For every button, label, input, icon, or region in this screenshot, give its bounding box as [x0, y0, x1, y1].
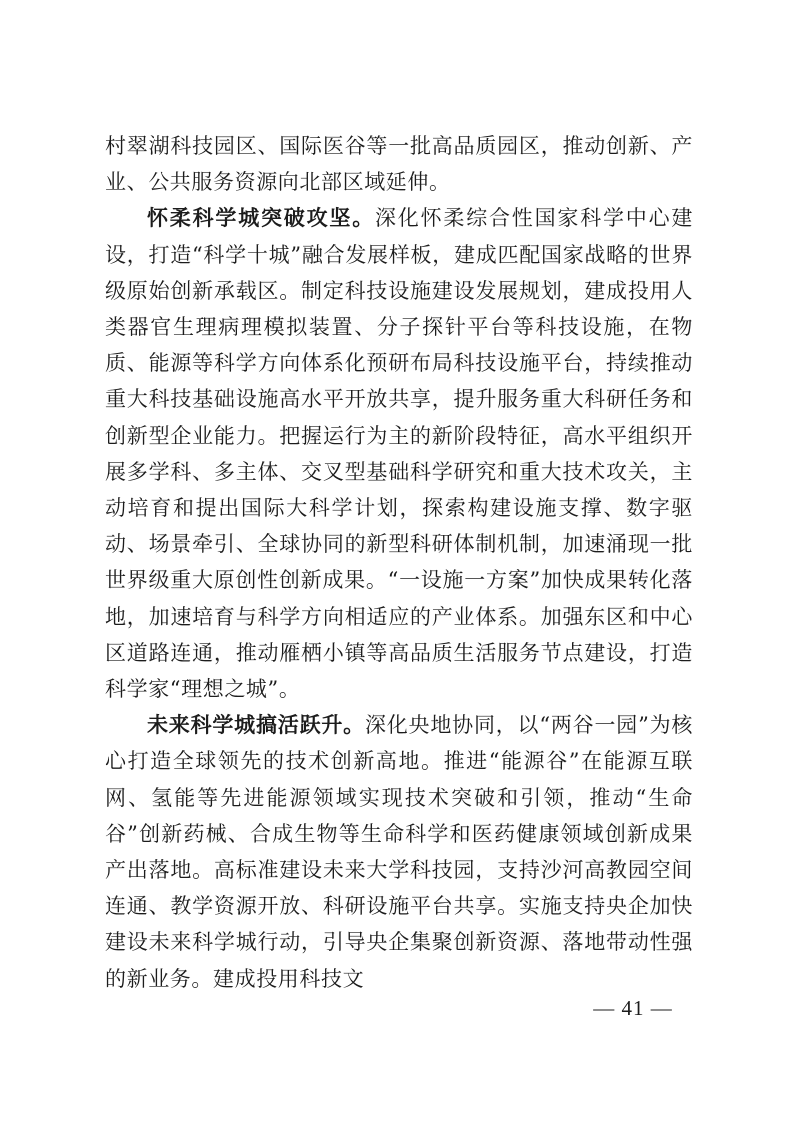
- body-huairou: 深化怀柔综合性国家科学中心建设，打造“科学十城”融合发展样板，建成匹配国家战略的世界级原始创新承载区。制定科技设施建设发展规划，建成投用人类器官生理病理模拟装置、分子探针平台等科技设施，在物质、能源等科学方向体系化预研布局科技设施平台，持续推动重大科技基础设施高水平开放共享，提升服务重大科研任务和创新型企业能力。把握运行为主的新阶段特征，高水平组织开展多学科、多主体、交叉型基础科学研究和重大技术攻关，主动培育和提出国际大科学计划，探索构建设施支撑、数字驱动、场景牵引、全球协同的新型科研体制机制，加速涌现一批世界级重大原创性创新成果。“一设施一方案”加快成果转化落地，加速培育与科学方向相适应的产业体系。加强东区和中心区道路连通，推动雁栖小镇等高品质生活服务节点建设，打造科学家“理想之城”。: [105, 206, 693, 702]
- page-number: — 41 —: [593, 996, 673, 1020]
- paragraph-future-science-city: [105, 707, 693, 997]
- heading-huairou: 怀柔科学城突破攻坚。: [147, 206, 375, 231]
- paragraph-continuation: 村翠湖科技园区、国际医谷等一批高品质园区，推动创新、产业、公共服务资源向北部区域延伸。: [105, 134, 693, 195]
- paragraph-huairou: [105, 200, 693, 707]
- body-future-science-city: 深化央地协同，以“两谷一园”为核心打造全球领先的技术创新高地。推进“能源谷”在能源互联网、氢能等先进能源领域实现技术突破和引领，推动“生命谷”创新药械、合成生物等生命科学和医药健康领域创新成果产出落地。高标准建设未来大学科技园，支持沙河高教园空间连通、教学资源开放、科研设施平台共享。实施支持央企加快建设未来科学城行动，引导央企集聚创新资源、落地带动性强的新业务。建成投用科技文: [105, 713, 693, 991]
- body-text: [105, 128, 693, 997]
- heading-future-science-city: 未来科学城搞活跃升。: [147, 713, 365, 738]
